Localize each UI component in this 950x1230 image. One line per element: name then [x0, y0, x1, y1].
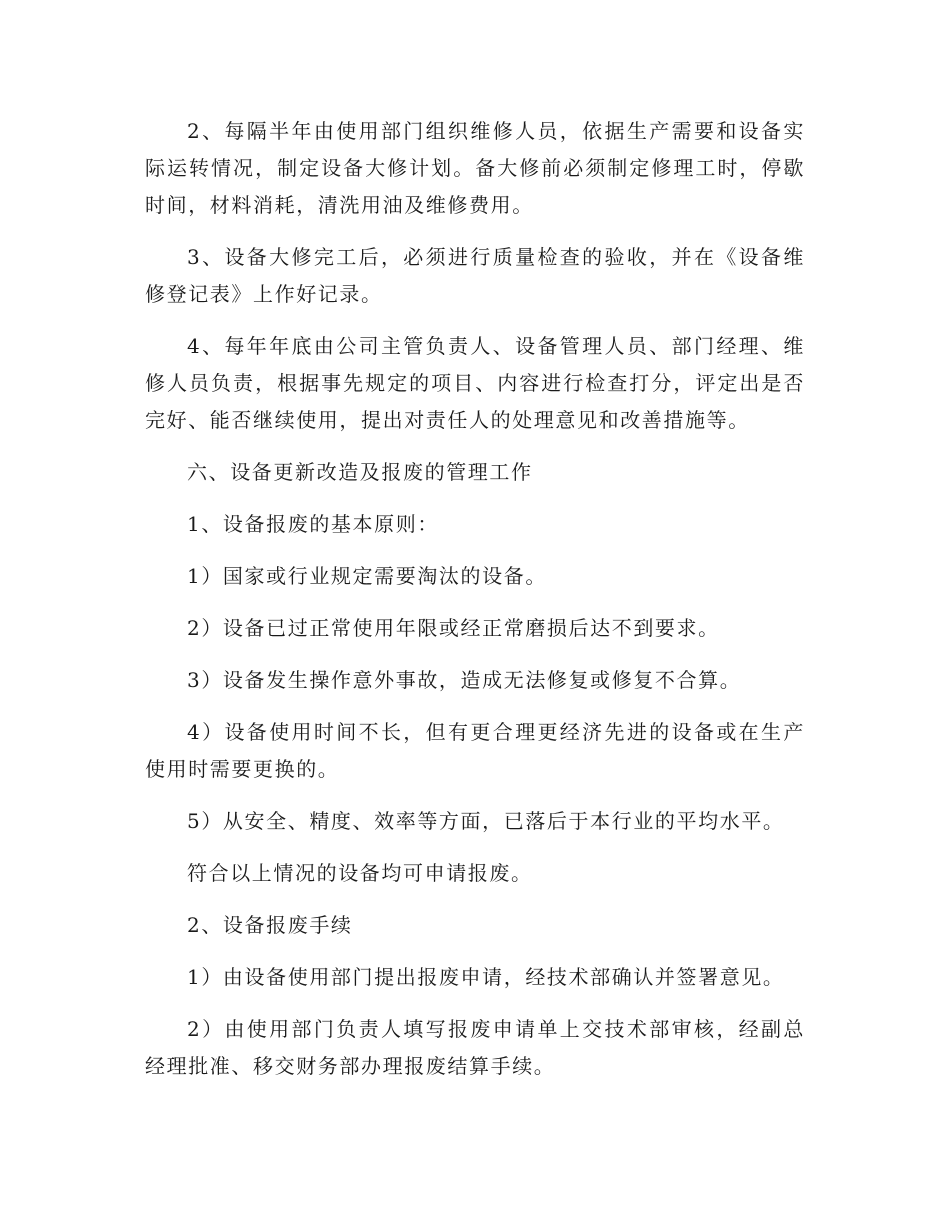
- list-item-scrap-principle-2: 2）设备已过正常使用年限或经正常磨损后达不到要求。: [187, 616, 720, 640]
- paragraph-overhaul-plan: 2、每隔半年由使用部门组织维修人员，依据生产需要和设备实际运转情况，制定设备大修计划。备大修前必须制定修理工时，停歇时间，材料消耗，清洗用油及维修费用。: [145, 119, 805, 217]
- subheading-scrap-procedure: 2、设备报废手续: [187, 913, 353, 937]
- list-item-scrap-principle-5: 5）从安全、精度、效率等方面，已落后于本行业的平均水平。: [187, 809, 785, 833]
- list-item-scrap-principle-3: 3）设备发生操作意外事故，造成无法修复或修复不合算。: [187, 668, 742, 692]
- section-heading-equipment-renewal: 六、设备更新改造及报废的管理工作: [187, 460, 533, 484]
- paragraph-overhaul-acceptance: 3、设备大修完工后，必须进行质量检查的验收，并在《设备维修登记表》上作好记录。: [145, 245, 805, 306]
- list-item-scrap-procedure-1: 1）由设备使用部门提出报废申请，经技术部确认并签署意见。: [187, 965, 785, 989]
- paragraph-scrap-eligibility: 符合以上情况的设备均可申请报废。: [187, 861, 533, 885]
- list-item-scrap-procedure-2: 2）由使用部门负责人填写报废申请单上交技术部审核，经副总经理批准、移交财务部办理报废结算手续。: [145, 1017, 805, 1078]
- list-item-scrap-principle-1: 1）国家或行业规定需要淘汰的设备。: [187, 564, 547, 588]
- subheading-scrap-principles: 1、设备报废的基本原则：: [187, 512, 439, 536]
- list-item-scrap-principle-4: 4）设备使用时间不长，但有更合理更经济先进的设备或在生产使用时需要更换的。: [145, 720, 805, 781]
- paragraph-annual-inspection: 4、每年年底由公司主管负责人、设备管理人员、部门经理、维修人员负责，根据事先规定的项目、内容进行检查打分，评定出是否完好、能否继续使用，提出对责任人的处理意见和改善措施等。: [145, 334, 805, 432]
